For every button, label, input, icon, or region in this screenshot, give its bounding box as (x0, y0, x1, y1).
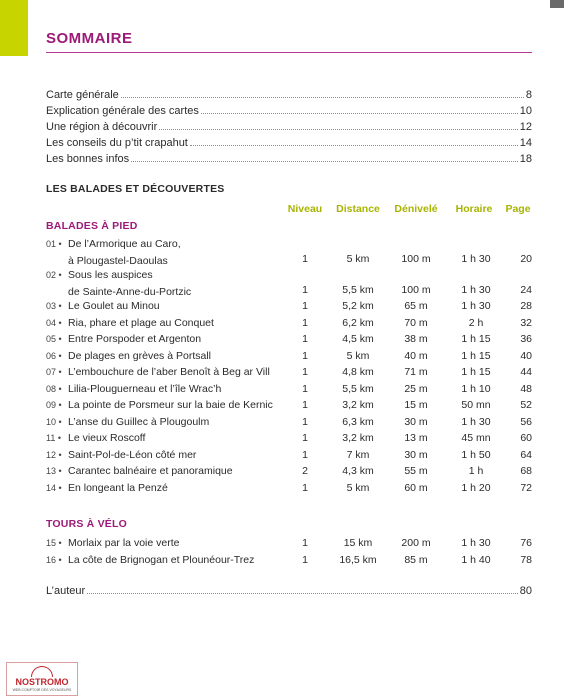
row-denivele: 60 m (404, 481, 428, 494)
toc-entry-label: Explication générale des cartes (46, 105, 199, 117)
row-title: En longeant la Penzé (68, 481, 168, 494)
row-title: Ria, phare et plage au Conquet (68, 316, 214, 329)
row-niveau: 1 (302, 448, 308, 461)
row-distance: 5 km (346, 349, 370, 362)
logo-brand: NOSTROMO (15, 677, 69, 687)
row-denivele: 30 m (404, 448, 428, 461)
row-denivele: 55 m (404, 465, 428, 477)
row-title: Carantec balnéaire et panoramique (68, 465, 233, 477)
toc-entry-label: Les conseils du p’tit crapahut (46, 137, 188, 149)
row-distance: 5,5 km (342, 382, 374, 395)
toc-entry-page: 80 (519, 585, 532, 597)
row-number: 14 • (46, 482, 62, 493)
row-denivele: 100 m (401, 284, 431, 296)
row-number: 04 • (46, 317, 62, 328)
row-page: 56 (520, 415, 532, 428)
row-horaire: 1 h 50 (461, 448, 491, 461)
row-number: 11 • (46, 433, 61, 443)
page-title: SOMMAIRE (46, 30, 133, 47)
row-title: Saint-Pol-de-Léon côté mer (68, 448, 197, 461)
leader-dots (87, 593, 518, 594)
row-horaire: 1 h 20 (461, 481, 491, 494)
row-page: 78 (520, 553, 532, 566)
toc-entry-label: Une région à découvrir (46, 121, 158, 133)
row-title: Le vieux Roscoff (68, 432, 146, 444)
row-number: 07 • (46, 367, 62, 377)
column-header-denivele: Dénivelé (394, 203, 438, 215)
balades-list (46, 236, 532, 496)
row-number: 02 • (46, 270, 62, 280)
row-number: 03 • (46, 301, 62, 311)
row-denivele: 71 m (404, 366, 428, 378)
row-page: 64 (520, 448, 532, 461)
row-page: 20 (520, 253, 532, 265)
row-denivele: 70 m (404, 316, 428, 329)
table-row[interactable] (46, 331, 532, 348)
row-niveau: 1 (302, 399, 308, 411)
row-horaire: 1 h (468, 465, 484, 477)
row-horaire: 1 h 10 (461, 382, 491, 395)
row-niveau: 1 (302, 284, 308, 296)
toc-entry-page: 12 (519, 121, 532, 133)
row-horaire: 1 h 15 (461, 366, 491, 378)
toc-entry[interactable] (46, 151, 532, 167)
row-page: 24 (520, 284, 532, 296)
nostromo-logo (6, 662, 78, 696)
row-number: 13 • (46, 466, 62, 476)
table-row[interactable] (46, 552, 532, 569)
row-page: 76 (520, 537, 532, 549)
toc-entry-label: Carte générale (46, 89, 119, 101)
toc-author-entry (46, 583, 532, 599)
row-niveau: 1 (302, 333, 308, 345)
toc-entry[interactable] (46, 135, 532, 151)
row-horaire: 50 mn (461, 399, 491, 411)
leader-dots (121, 97, 524, 98)
leader-dots (190, 145, 518, 146)
row-horaire: 1 h 30 (461, 284, 491, 296)
row-number: 12 • (46, 449, 62, 460)
row-denivele: 40 m (404, 349, 428, 362)
toc-entry-page: 18 (519, 153, 532, 165)
row-page: 44 (520, 366, 532, 378)
row-title: La pointe de Porsmeur sur la baie de Kernic (68, 399, 273, 411)
row-niveau: 1 (302, 481, 308, 494)
row-page: 40 (520, 349, 532, 362)
leader-dots (159, 129, 517, 130)
row-denivele: 100 m (401, 253, 431, 265)
row-niveau: 1 (302, 253, 308, 265)
row-niveau: 1 (302, 382, 308, 395)
row-niveau: 2 (302, 465, 308, 477)
green-corner-tab (0, 0, 28, 56)
toc-intro-list (46, 87, 532, 167)
row-number: 05 • (46, 334, 62, 344)
row-distance: 7 km (346, 448, 370, 461)
row-denivele: 65 m (404, 300, 428, 312)
row-horaire: 1 h 40 (461, 553, 491, 566)
row-niveau: 1 (302, 432, 308, 444)
row-title: De l’Armorique au Caro, à Plougastel-Daoulas (68, 238, 181, 267)
subsection-heading-balades: BALADES À PIED (46, 220, 138, 232)
row-distance: 3,2 km (342, 399, 374, 411)
toc-entry-page: 14 (519, 137, 532, 149)
row-niveau: 1 (302, 553, 308, 566)
row-horaire: 1 h 15 (461, 349, 491, 362)
toc-entry[interactable] (46, 87, 532, 103)
row-distance: 3,2 km (342, 432, 374, 444)
row-denivele: 200 m (401, 537, 431, 549)
toc-entry-page: 8 (525, 89, 532, 101)
row-number: 08 • (46, 383, 62, 394)
leader-dots (131, 161, 518, 162)
row-page: 52 (520, 399, 532, 411)
row-denivele: 15 m (404, 399, 428, 411)
table-row[interactable] (46, 463, 532, 480)
row-horaire: 1 h 15 (461, 333, 491, 345)
table-row[interactable] (46, 315, 532, 332)
row-horaire: 1 h 30 (461, 537, 491, 549)
table-row[interactable] (46, 267, 532, 298)
row-niveau: 1 (302, 316, 308, 329)
table-row[interactable] (46, 298, 532, 315)
row-denivele: 38 m (404, 333, 428, 345)
table-row[interactable] (46, 535, 532, 552)
row-number: 15 • (46, 538, 62, 548)
row-distance: 4,3 km (342, 465, 374, 477)
row-distance: 6,3 km (342, 415, 374, 428)
row-title: Sous les auspices de Sainte-Anne-du-Portzic (68, 269, 192, 298)
row-title: De plages en grèves à Portsall (68, 349, 211, 362)
velo-list (46, 535, 532, 568)
table-row[interactable] (46, 381, 532, 398)
row-niveau: 1 (302, 415, 308, 428)
toc-entry-label: L’auteur (46, 585, 86, 597)
row-title: La côte de Brignogan et Plounéour-Trez (68, 553, 255, 566)
row-title: Morlaix par la voie verte (68, 537, 180, 549)
row-denivele: 30 m (404, 415, 428, 428)
subsection-heading-velo: TOURS À VÉLO (46, 518, 127, 530)
row-page: 32 (520, 316, 532, 329)
row-denivele: 25 m (404, 382, 428, 395)
table-row[interactable] (46, 236, 532, 267)
row-page: 60 (520, 432, 532, 444)
table-row[interactable] (46, 397, 532, 414)
row-distance: 16,5 km (339, 553, 377, 566)
row-title: Entre Porspoder et Argenton (68, 333, 202, 345)
row-horaire: 1 h 30 (461, 300, 491, 312)
row-number: 06 • (46, 350, 62, 361)
table-row[interactable] (46, 364, 532, 381)
table-row[interactable] (46, 480, 532, 497)
toc-entry[interactable] (46, 583, 532, 599)
row-page: 28 (520, 300, 532, 312)
row-distance: 5 km (346, 253, 370, 265)
row-niveau: 1 (302, 300, 308, 312)
row-distance: 15 km (343, 537, 373, 549)
row-page: 48 (520, 382, 532, 395)
leader-dots (201, 113, 518, 114)
row-horaire: 1 h 30 (461, 415, 491, 428)
table-row[interactable] (46, 348, 532, 365)
column-header-niveau: Niveau (287, 203, 323, 215)
row-niveau: 1 (302, 537, 308, 549)
table-row[interactable] (46, 447, 532, 464)
title-rule (46, 52, 532, 53)
row-number: 16 • (46, 554, 62, 565)
row-title: L’embouchure de l’aber Benoît à Beg ar Vill (68, 366, 270, 378)
row-number: 10 • (46, 416, 62, 427)
column-header-distance: Distance (336, 203, 380, 215)
section-heading: LES BALADES ET DÉCOUVERTES (46, 183, 225, 195)
row-distance: 4,8 km (342, 366, 374, 378)
row-distance: 5,2 km (342, 300, 374, 312)
column-header-horaire: Horaire (455, 203, 493, 215)
toc-entry-label: Les bonnes infos (46, 153, 130, 165)
row-number: 01 • (46, 239, 62, 249)
row-niveau: 1 (302, 349, 308, 362)
row-page: 72 (520, 481, 532, 494)
table-row[interactable] (46, 430, 532, 447)
row-page: 68 (520, 465, 532, 477)
logo-tagline: WEB COMPTOIR DES VOYAGEURS (12, 688, 72, 692)
row-denivele: 13 m (404, 432, 428, 444)
table-row[interactable] (46, 414, 532, 431)
logo-arc-icon (31, 666, 53, 677)
toc-entry[interactable] (46, 119, 532, 135)
toc-entry-page: 10 (519, 105, 532, 117)
toc-entry[interactable] (46, 103, 532, 119)
row-denivele: 85 m (404, 553, 428, 566)
row-title: Le Goulet au Minou (68, 300, 160, 312)
row-distance: 5,5 km (342, 284, 374, 296)
row-niveau: 1 (302, 366, 308, 378)
corner-mark (550, 0, 564, 8)
row-horaire: 2 h (468, 316, 484, 329)
row-distance: 5 km (346, 481, 370, 494)
row-distance: 4,5 km (342, 333, 374, 345)
row-distance: 6,2 km (342, 316, 374, 329)
row-title: L’anse du Guillec à Plougoulm (68, 415, 210, 428)
row-page: 36 (520, 333, 532, 345)
row-number: 09 • (46, 400, 62, 410)
row-horaire: 1 h 30 (461, 253, 491, 265)
row-title: Lilia-Plouguerneau et l’île Wrac’h (68, 382, 222, 395)
row-horaire: 45 mn (461, 432, 491, 444)
column-header-page: Page (505, 203, 531, 215)
